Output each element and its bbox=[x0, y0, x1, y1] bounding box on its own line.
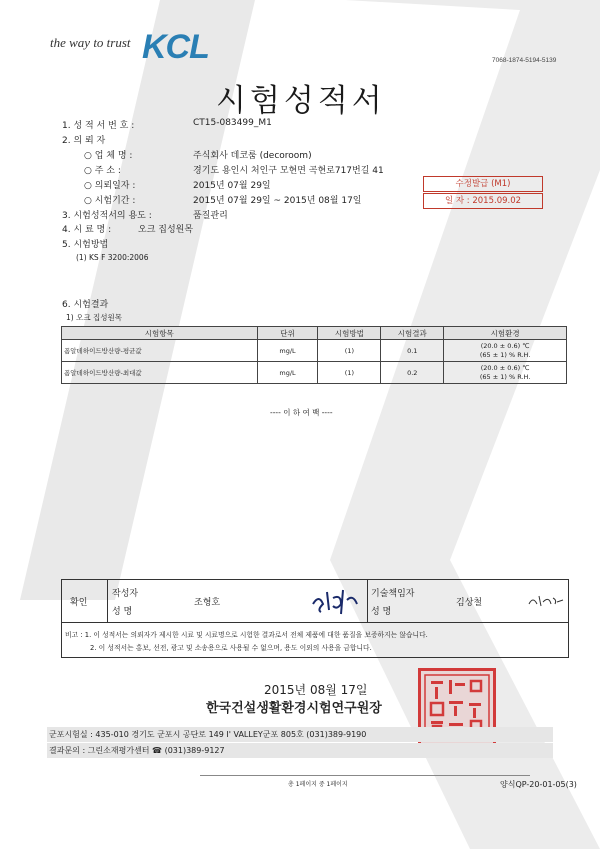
report-no-label: 1. 성 적 서 번 호 : bbox=[62, 121, 135, 131]
results-table bbox=[61, 326, 567, 384]
purpose-label: 3. 시험성적서의 용도 : bbox=[62, 211, 152, 221]
footer-divider bbox=[200, 775, 530, 776]
institute-name: 한국건설생활환경시험연구원장 bbox=[206, 701, 382, 716]
footer-contact: 결과문의 : 그린소재평가센터 ☎ (031)389-9127 bbox=[49, 746, 225, 755]
logo-brand: KCL bbox=[142, 28, 209, 66]
test-period-value: 2015년 07월 29일 ~ 2015년 08월 17일 bbox=[193, 196, 362, 206]
method-value: (1) KS F 3200:2006 bbox=[76, 253, 149, 262]
env-temperature: (20.0 ± 0.6) ℃ bbox=[480, 341, 530, 350]
remark-line-1: 비고 : 1. 이 성적서는 의뢰자가 제시한 시료 및 시료명으로 시험한 결과로서 전체 제품에 대한 품질을 보증하지는 않습니다. bbox=[65, 631, 428, 639]
cell-item: 폼알데하이드방산량-최대값 bbox=[62, 362, 258, 384]
results-section-label: 6. 시험결과 bbox=[62, 300, 109, 310]
cell-environment bbox=[444, 340, 567, 362]
remark-line-2: 2. 이 성적서는 홍보, 선전, 광고 및 소송용으로 사용될 수 없으며, 용도 이외의 사용을 금합니다. bbox=[90, 644, 372, 652]
issue-date: 2015년 08월 17일 bbox=[264, 683, 368, 697]
env-humidity: (65 ± 1) % R.H. bbox=[479, 372, 531, 381]
address-value: 경기도 용인시 처인구 모현면 곡현로717번길 41 bbox=[193, 166, 384, 176]
cell-environment bbox=[444, 362, 567, 384]
cell-method: (1) bbox=[318, 362, 381, 384]
env-humidity: (65 ± 1) % R.H. bbox=[479, 350, 531, 359]
client-label: 2. 의 뢰 자 bbox=[62, 136, 106, 146]
end-of-results: ---- 이 하 여 백 ---- bbox=[270, 408, 333, 417]
tech-signature bbox=[527, 590, 565, 610]
request-date-label: ○ 의뢰일자 : bbox=[84, 181, 136, 191]
cell-result: 0.1 bbox=[381, 340, 444, 362]
sample-value: 오크 집성원목 bbox=[138, 225, 194, 235]
logo-tagline: the way to trust bbox=[50, 35, 131, 50]
request-date-value: 2015년 07월 29일 bbox=[193, 181, 271, 191]
results-sub-label: 1) 오크 집성원목 bbox=[66, 313, 122, 322]
method-label: 5. 시험방법 bbox=[62, 240, 109, 250]
header-method: 시험방법 bbox=[318, 327, 381, 340]
page-indicator: 총 1페이지 중 1페이지 bbox=[288, 781, 348, 788]
table-row bbox=[62, 362, 567, 384]
revision-date: 일 자 : 2015.09.02 bbox=[423, 193, 543, 209]
report-no-value: CT15-083499_M1 bbox=[193, 118, 272, 128]
cell-result: 0.2 bbox=[381, 362, 444, 384]
header-unit: 단위 bbox=[257, 327, 318, 340]
header-item: 시험항목 bbox=[62, 327, 258, 340]
purpose-value: 품질관리 bbox=[193, 211, 228, 221]
author-name: 조형호 bbox=[194, 598, 221, 608]
company-value: 주식회사 데코룸 (decoroom) bbox=[193, 151, 312, 161]
cell-method: (1) bbox=[318, 340, 381, 362]
author-signature bbox=[307, 584, 362, 616]
author-name-label: 성 명 bbox=[112, 607, 133, 617]
tech-lead-label: 기술책임자 bbox=[371, 589, 415, 599]
footer-address-bar bbox=[47, 727, 553, 742]
confirm-label: 확인 bbox=[70, 598, 88, 608]
address-label: ○ 주 소 : bbox=[84, 166, 121, 176]
cell-unit: mg/L bbox=[257, 340, 318, 362]
document-number: 7068-1874-5194-5139 bbox=[492, 57, 557, 64]
footer-address: 군포시험실 : 435-010 경기도 군포시 공단로 149 I' VALLEY군포 805호 (031)389-9190 bbox=[49, 730, 367, 739]
header-result: 시험결과 bbox=[381, 327, 444, 340]
header-environment: 시험환경 bbox=[444, 327, 567, 340]
revision-title: 수정발급 (M1) bbox=[423, 176, 543, 192]
company-label: ○ 업 체 명 : bbox=[84, 151, 133, 161]
signature-table bbox=[61, 579, 569, 623]
tech-name-label: 성 명 bbox=[371, 607, 392, 617]
author-label: 작성자 bbox=[112, 589, 139, 599]
cell-item: 폼알데하이드방산량-평균값 bbox=[62, 340, 258, 362]
env-temperature: (20.0 ± 0.6) ℃ bbox=[480, 363, 530, 372]
page-title: 시험성적서 bbox=[216, 83, 386, 119]
cell-unit: mg/L bbox=[257, 362, 318, 384]
sample-label: 4. 시 료 명 : bbox=[62, 225, 112, 235]
form-number: 양식QP-20-01-05(3) bbox=[500, 780, 577, 789]
table-row bbox=[62, 340, 567, 362]
test-period-label: ○ 시험기간 : bbox=[84, 196, 136, 206]
footer-contact-bar bbox=[47, 743, 553, 758]
remarks-box bbox=[61, 622, 569, 658]
tech-name: 김상철 bbox=[456, 598, 483, 608]
